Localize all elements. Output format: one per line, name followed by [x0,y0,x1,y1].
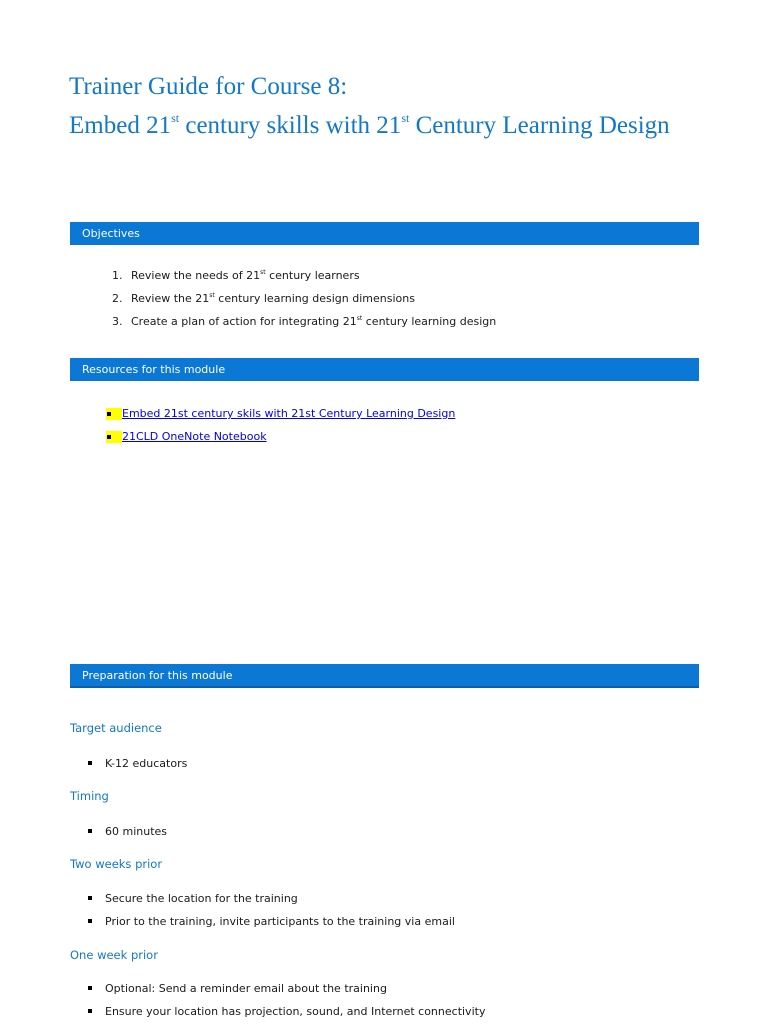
resource-link-course[interactable]: Embed 21st century skils with 21st Century Learning Design [122,406,455,421]
objective-text: Review the needs of 21st century learners [131,268,360,291]
objective-number: 3. [112,314,131,337]
objectives-list [112,268,496,337]
resource-link-onenote[interactable]: 21CLD OneNote Notebook [122,429,267,444]
subtitle-superscript: st [171,111,179,125]
list-item-text: Secure the location for the training [105,891,298,914]
bullet-icon [88,829,92,833]
timing-heading: Timing [70,789,109,803]
list-item-text: K-12 educators [105,756,187,779]
timing-list [88,824,167,847]
bullet-icon [88,896,92,900]
resource-item [106,402,455,425]
subtitle-part: century skills with 21 [179,112,401,139]
objective-text: Review the 21st century learning design dimensions [131,291,415,314]
list-item [88,824,167,847]
list-item [88,756,187,779]
two-weeks-prior-list [88,891,455,936]
document-subtitle [69,111,709,141]
list-item-text: 60 minutes [105,824,167,847]
objective-item [112,291,496,314]
objectives-heading-bar: Objectives [70,222,699,245]
bullet-icon [88,761,92,765]
resources-list [106,402,455,448]
target-audience-heading: Target audience [70,721,162,735]
resource-item [106,425,455,448]
list-item [88,914,455,937]
subtitle-superscript: st [401,111,409,125]
bullet-icon [88,919,92,923]
document-title: Trainer Guide for Course 8: [69,72,347,102]
bullet-icon [106,408,122,420]
objective-item [112,268,496,291]
bullet-icon [88,1009,92,1013]
target-audience-list [88,756,187,779]
subtitle-part: Embed 21 [69,112,171,139]
objective-number: 2. [112,291,131,314]
list-item-text: Optional: Send a reminder email about the training [105,981,387,1004]
list-item [88,981,485,1004]
list-item-text: Ensure your location has projection, sound, and Internet connectivity [105,1004,485,1026]
list-item-text: Prior to the training, invite participants to the training via email [105,914,455,937]
resources-heading-bar: Resources for this module [70,358,699,381]
two-weeks-prior-heading: Two weeks prior [70,857,162,871]
bullet-icon [106,431,122,443]
subtitle-part: Century Learning Design [409,112,669,139]
list-item [88,1004,485,1026]
list-item [88,891,455,914]
bullet-icon [88,986,92,990]
one-week-prior-heading: One week prior [70,948,158,962]
one-week-prior-list [88,981,485,1026]
preparation-heading-bar: Preparation for this module [70,664,699,688]
objective-item [112,314,496,337]
objective-text: Create a plan of action for integrating 21st century learning design [131,314,496,337]
objective-number: 1. [112,268,131,291]
